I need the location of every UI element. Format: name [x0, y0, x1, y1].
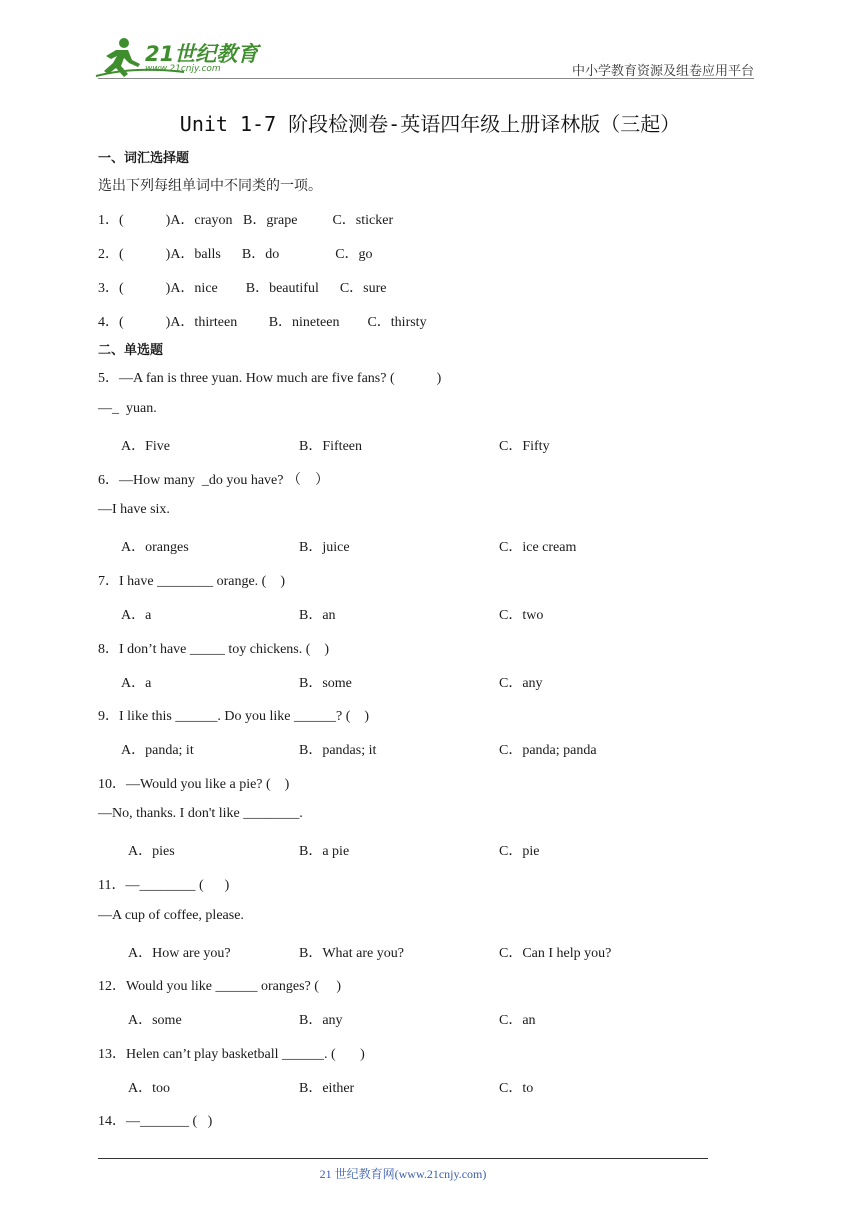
question-6-option-c: C．ice cream: [499, 540, 577, 555]
question-8-stem: 8．I don’t have _____ toy chickens. ( ): [98, 642, 330, 657]
question-7-stem: 7．I have ________ orange. ( ): [98, 574, 286, 589]
question-11-option-a: A．How are you?: [128, 946, 231, 961]
question-8-option-a: A．a: [121, 676, 152, 691]
footer-divider: [98, 1158, 708, 1159]
question-5-option-b: B．Fifteen: [299, 439, 362, 454]
question-1: 1．( )A．crayon B．grape C．sticker: [98, 213, 394, 228]
header-platform-text: 中小学教育资源及组卷应用平台: [571, 63, 754, 78]
question-9-stem: 9．I like this ______. Do you like ______? ( ): [98, 709, 370, 724]
question-9-option-c: C．panda; panda: [499, 743, 597, 758]
section-instruction: 选出下列每组单词中不同类的一项。: [98, 179, 322, 194]
question-4: 4．( )A．thirteen B．nineteen C．thirsty: [98, 315, 427, 330]
question-6-option-a: A．oranges: [121, 540, 189, 555]
question-5-option-c: C．Fifty: [499, 439, 550, 454]
logo-url: www.21cnjy.com: [145, 64, 221, 74]
question-5-reply: —_ yuan.: [98, 401, 157, 416]
question-7-option-b: B．an: [299, 608, 336, 623]
question-11-option-b: B．What are you?: [299, 946, 404, 961]
section-heading-vocabulary: 一、词汇选择题: [98, 151, 190, 166]
logo-text: 21世纪教育: [145, 42, 259, 66]
question-8-option-c: C．any: [499, 676, 543, 691]
question-10-option-b: B．a pie: [299, 844, 350, 859]
question-9-option-b: B．pandas; it: [299, 743, 377, 758]
question-12-stem: 12．Would you like ______ oranges? ( ): [98, 979, 342, 994]
page-title: Unit 1-7 阶段检测卷-英语四年级上册译林版（三起）: [179, 112, 681, 136]
question-12-option-c: C．an: [499, 1013, 536, 1028]
question-13-stem: 13．Helen can’t play basketball ______. ( ): [98, 1047, 365, 1062]
question-2: 2．( )A．balls B．do C．go: [98, 247, 373, 262]
question-11-reply: —A cup of coffee, please.: [98, 908, 244, 923]
question-13-option-c: C．to: [499, 1081, 534, 1096]
question-14-stem: 14．—_______ ( ): [98, 1114, 213, 1129]
question-10-option-a: A．pies: [128, 844, 175, 859]
question-5-stem: 5．—A fan is three yuan. How much are five fans? ( ): [98, 371, 442, 386]
question-8-option-b: B．some: [299, 676, 352, 691]
question-10-reply: —No, thanks. I don't like ________.: [98, 806, 303, 821]
question-5-option-a: A．Five: [121, 439, 170, 454]
question-10-option-c: C．pie: [499, 844, 540, 859]
header-divider: [98, 78, 754, 79]
question-13-option-b: B．either: [299, 1081, 355, 1096]
question-9-option-a: A．panda; it: [121, 743, 194, 758]
question-10-stem: 10．—Would you like a pie? ( ): [98, 777, 290, 792]
question-3: 3．( )A．nice B．beautiful C．sure: [98, 281, 387, 296]
question-7-option-c: C．two: [499, 608, 544, 623]
question-12-option-b: B．any: [299, 1013, 343, 1028]
question-6-stem: 6．—How many _do you have? （ ）: [98, 473, 329, 488]
question-7-option-a: A．a: [121, 608, 152, 623]
question-13-option-a: A．too: [128, 1081, 170, 1096]
question-11-stem: 11．—________ ( ): [98, 878, 230, 893]
footer-text: 21 世纪教育网(www.21cnjy.com): [319, 1167, 487, 1181]
question-6-reply: —I have six.: [98, 502, 170, 517]
question-12-option-a: A．some: [128, 1013, 182, 1028]
question-11-option-c: C．Can I help you?: [499, 946, 612, 961]
section-heading-single-choice: 二、单选题: [98, 343, 164, 358]
question-6-option-b: B．juice: [299, 540, 350, 555]
